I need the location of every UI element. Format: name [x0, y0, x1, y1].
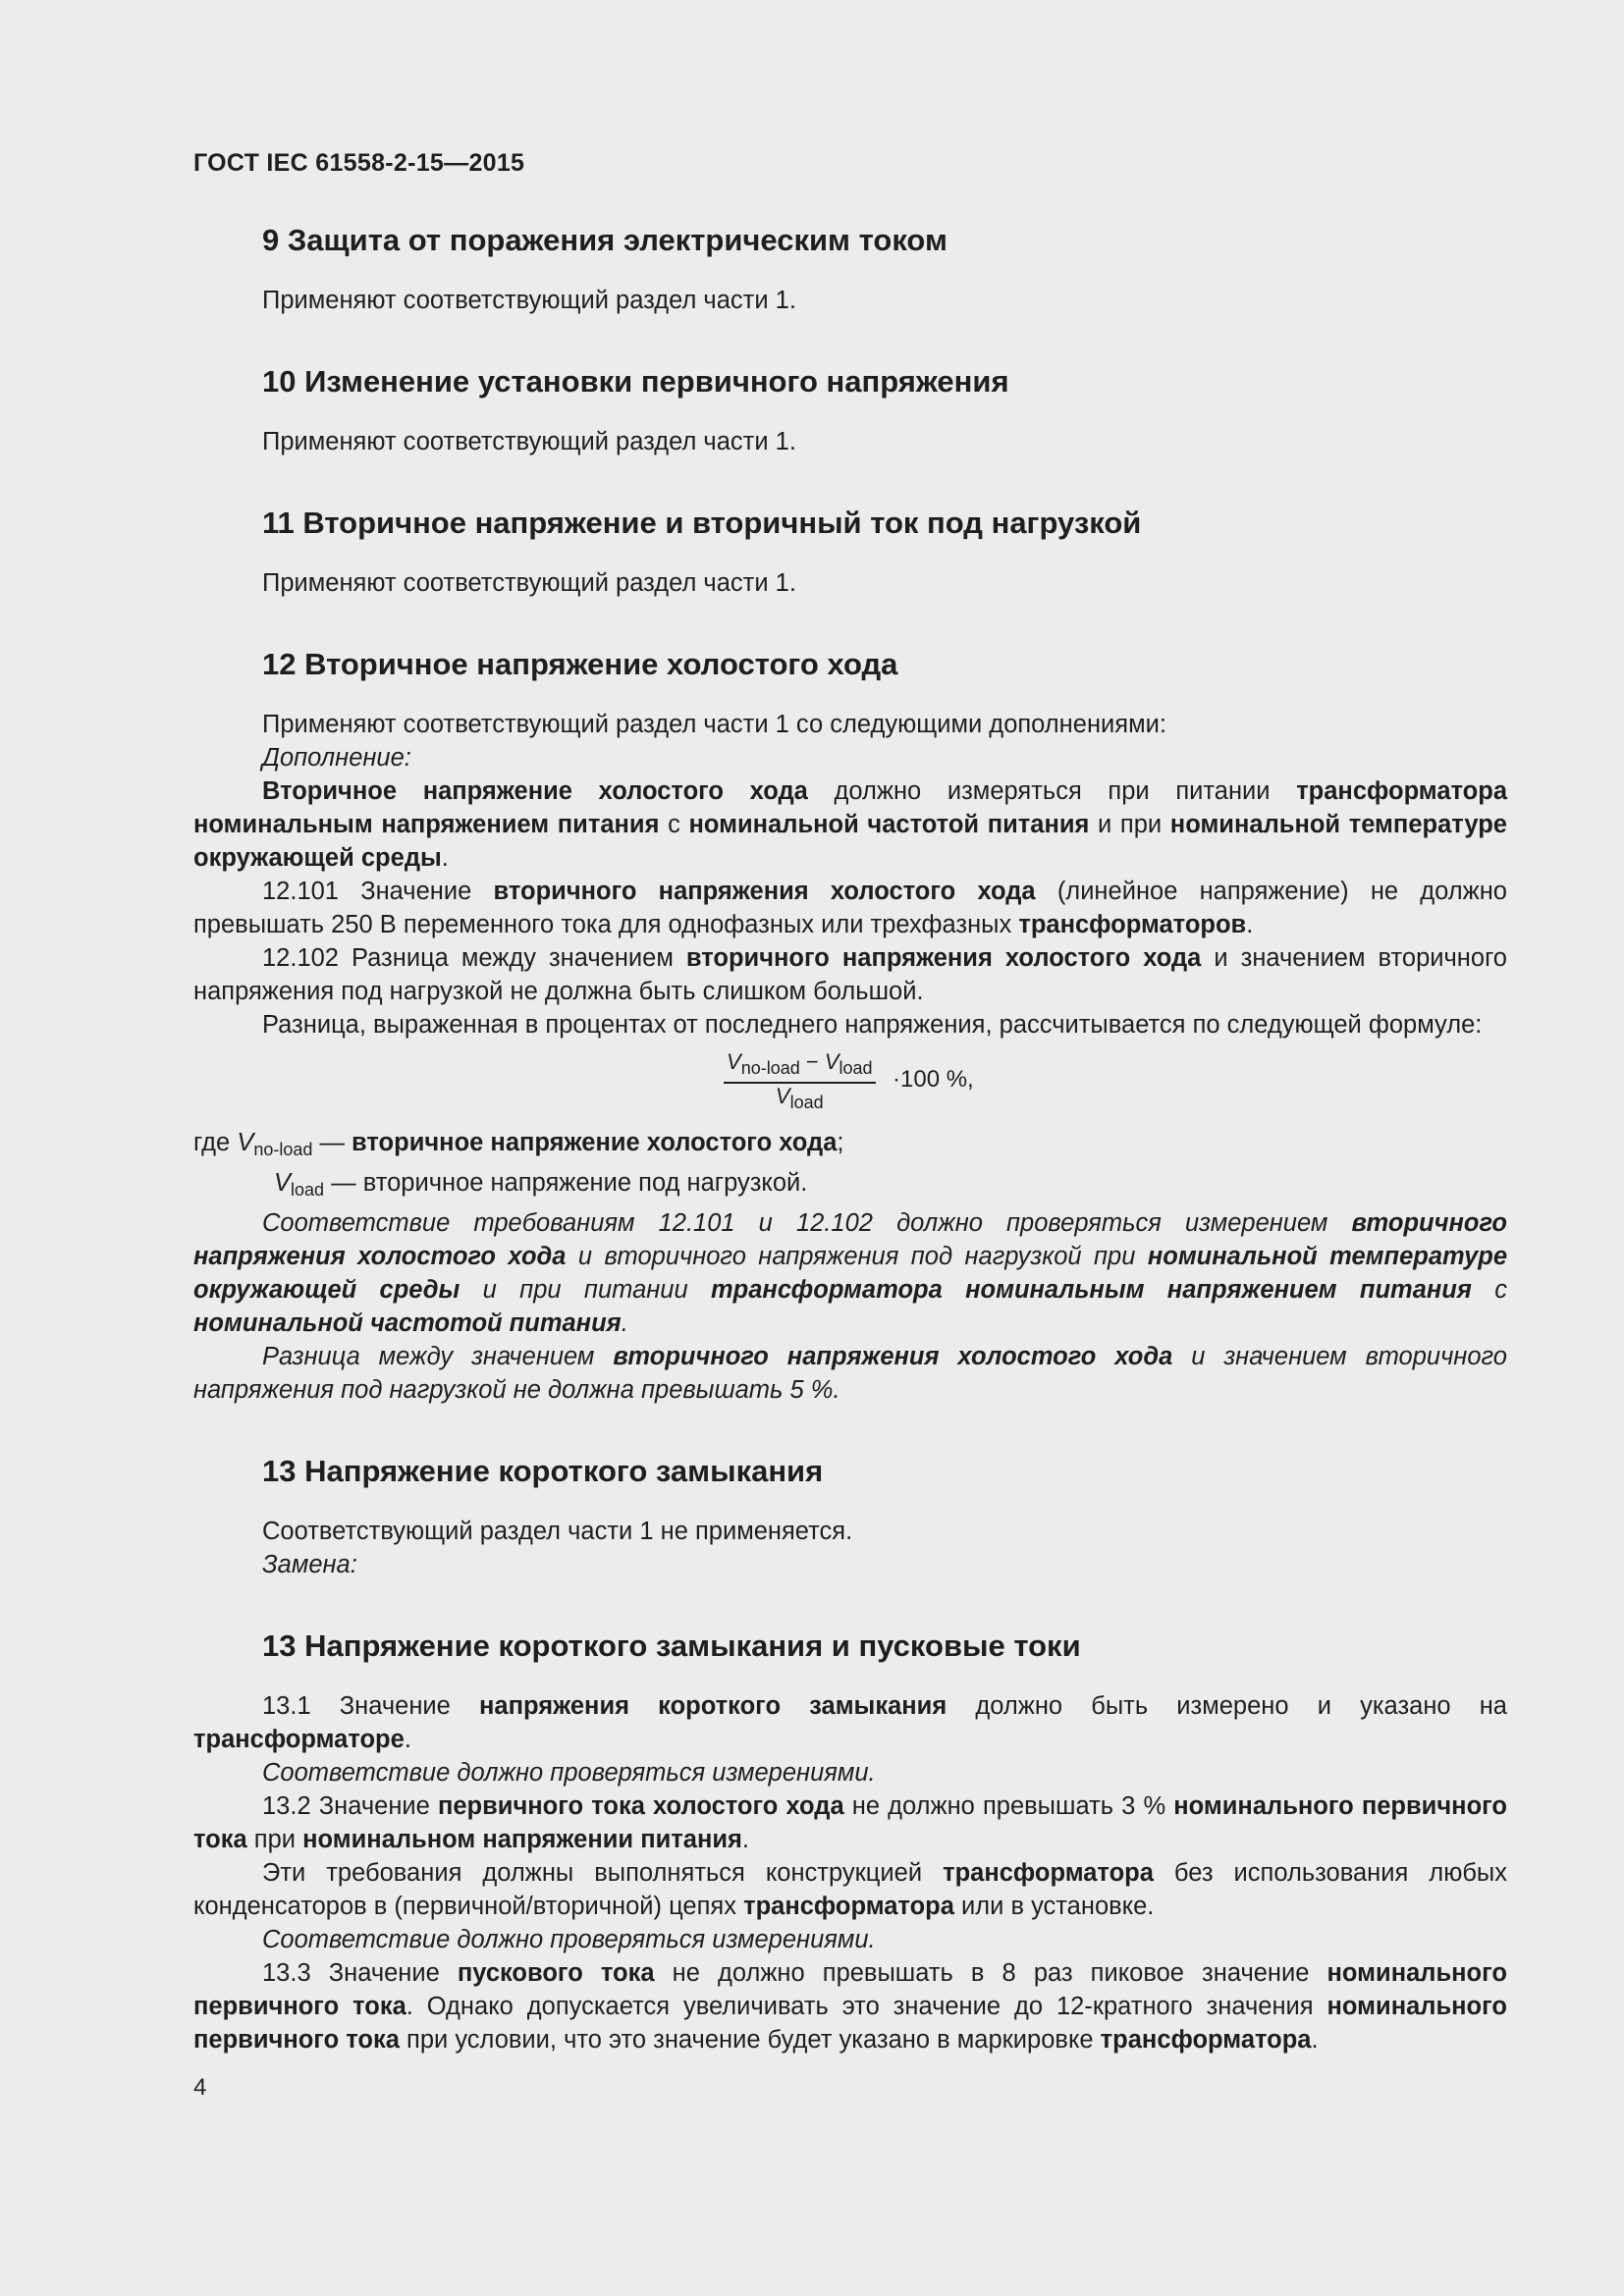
page-content	[193, 221, 1507, 2056]
addition-label: Дополнение:	[262, 744, 411, 772]
section-12-intro: Применяют соответствующий раздел части 1 со следующими дополнениями:	[262, 711, 1166, 738]
section-11-text: Применяют соответствующий раздел части 1.	[262, 569, 796, 597]
formula-numerator: $V_{no-load} - V_{load}$	[724, 1049, 876, 1084]
clause-13-1: 13.1 Значение напряжения короткого замыкания должно быть измерено и указано на трансформаторе.	[193, 1692, 1507, 1753]
where-load: $V_{load}$ — вторичное напряжение под нагрузкой.	[274, 1169, 808, 1200]
compliance-limit: Разница между значением вторичного напряжения холостого хода и значением вторичного напряжения под нагрузкой не должна превышать 5 %.	[193, 1343, 1507, 1404]
clause-13-3: 13.3 Значение пускового тока не должно превышать в 8 раз пиковое значение номинального первичного тока. Однако допускается увеличивать это значение до 12-кратного значения номинального первичного тока при условии, что это значение будет указано в маркировке трансформатора.	[193, 1959, 1507, 2054]
clause-13-2: 13.2 Значение первичного тока холостого хода не должно превышать 3 % номинального первичного тока при номинальном напряжении питания.	[193, 1792, 1508, 1853]
page-number: 4	[193, 2074, 207, 2101]
section-9-text: Применяют соответствующий раздел части 1.	[262, 287, 796, 314]
formula-fraction	[724, 1049, 876, 1115]
compliance-check: Соответствие требованиям 12.101 и 12.102 должно проверяться измерением вторичного напряжения холостого хода и вторичного напряжения под нагрузкой при номинальной температуре окружающей среды и при питании трансформатора номинальным напряжением питания с номинальной частотой питания.	[193, 1209, 1508, 1337]
formula-denominator: $V_{load}$	[775, 1084, 824, 1112]
replacement-label: Замена:	[262, 1551, 357, 1578]
section-10-heading: 10 Изменение установки первичного напряжения	[262, 364, 1009, 399]
section-13-text: Соответствующий раздел части 1 не применяется.	[262, 1518, 853, 1545]
clause-12-101: 12.101 Значение вторичного напряжения холостого хода (линейное напряжение) не должно превышать 250 В переменного тока для однофазных или трехфазных трансформаторов.	[193, 878, 1507, 938]
paragraph: Вторичное напряжение холостого хода должно измеряться при питании трансформатора номинальным напряжением питания с номинальной частотой питания и при номинальной температуре окружающей среды.	[193, 777, 1508, 872]
document-header: ГОСТ IEC 61558-2-15—2015	[193, 149, 525, 177]
formula	[193, 1049, 1507, 1114]
compliance-note: Соответствие должно проверяться измерениями.	[262, 1759, 876, 1787]
section-13-heading: 13 Напряжение короткого замыкания	[262, 1454, 824, 1488]
section-10-text: Применяют соответствующий раздел части 1.	[262, 428, 796, 455]
section-11-heading: 11 Вторичное напряжение и вторичный ток под нагрузкой	[262, 506, 1142, 540]
clause-12-102: 12.102 Разница между значением вторичного напряжения холостого хода и значением вторичного напряжения под нагрузкой не должна быть слишком большой.	[193, 944, 1507, 1005]
formula-multiplier: ·100 %,	[893, 1066, 974, 1093]
section-13-new-heading: 13 Напряжение короткого замыкания и пусковые токи	[262, 1629, 1081, 1663]
paragraph: Эти требования должны выполняться конструкцией трансформатора без использования любых конденсаторов в (первичной/вторичной) цепях трансформатора или в установке.	[193, 1859, 1507, 1920]
formula-intro: Разница, выраженная в процентах от последнего напряжения, рассчитывается по следующей формуле:	[262, 1011, 1483, 1039]
where-noload: где $V_{no-load}$ — вторичное напряжение холостого хода;	[193, 1129, 844, 1159]
section-12-heading: 12 Вторичное напряжение холостого хода	[262, 647, 898, 681]
compliance-note: Соответствие должно проверяться измерениями.	[262, 1926, 876, 1953]
section-9-heading: 9 Защита от поражения электрическим током	[262, 223, 947, 257]
